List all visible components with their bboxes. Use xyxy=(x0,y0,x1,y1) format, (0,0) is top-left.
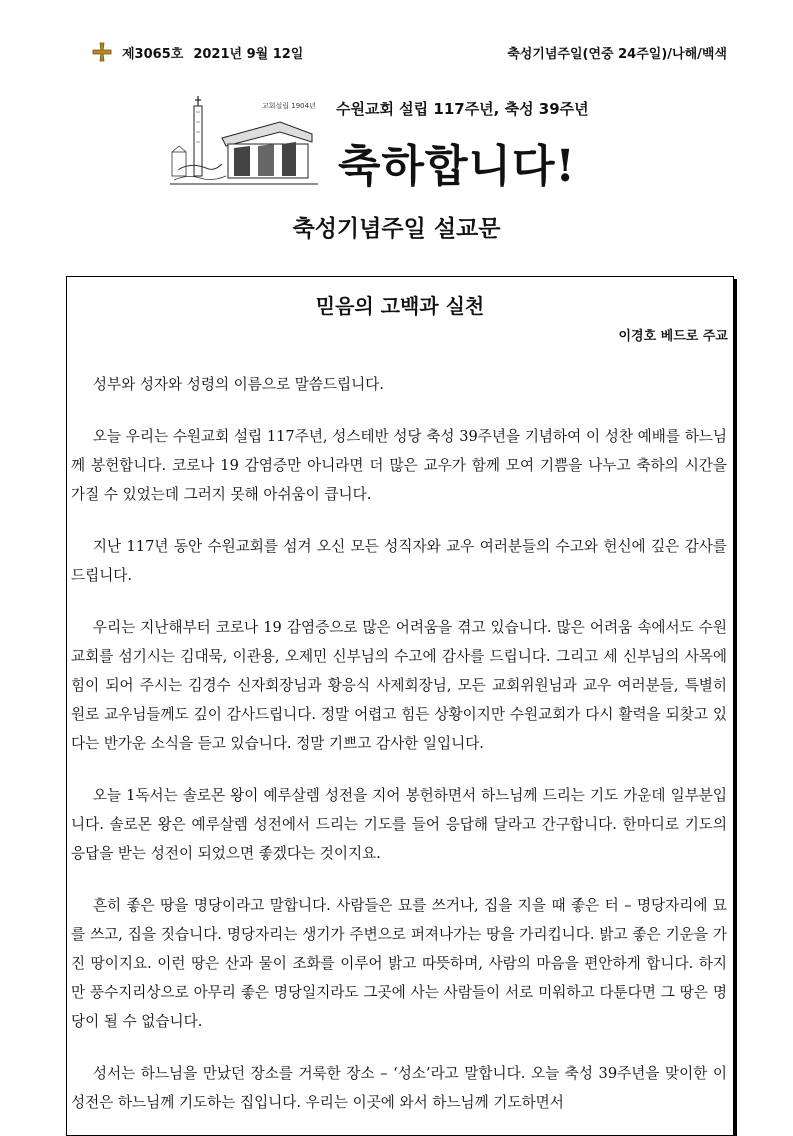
paragraph: 우리는 지난해부터 코로나 19 감염증으로 많은 어려움을 겪고 있습니다. 많은 어려움 속에서도 수원교회를 섬기시는 김대묵, 이관용, 오제민 신부님의 수고에 감사를 드립니다. 그리고 세 신부님의 사목에 힘이 되어 주시는 김경수 신자회장님과 황응식 사제회장님, 모든 교회위원님과 교우 여러분들, 특별히 원로 교우님들께도 깊이 감사드립니다. 정말 어렵고 힘든 상황이지만 수원교회가 다시 활력을 되찾고 있다는 반가운 소식을 듣고 있습니다. 정말 기쁘고 감사한 일입니다. xyxy=(71,619,727,752)
sermon-box xyxy=(66,276,734,1136)
sermon-title: 믿음의 고백과 실천 xyxy=(315,294,485,318)
liturgical-info: 축성기념주일(연중 24주일)/나해/백색 xyxy=(507,46,727,62)
issue-date: 2021년 9월 12일 xyxy=(193,46,304,62)
paragraph: 성부와 성자와 성령의 이름으로 말씀드립니다. xyxy=(92,376,384,393)
paragraph: 오늘 1독서는 솔로몬 왕이 예루살렘 성전을 지어 봉헌하면서 하느님께 드리는 기도 가운데 일부분입니다. 솔로몬 왕은 예루살렘 성전에서 드리는 기도를 들어 응답해 달라고 간구합니다. 한마디로 기도의 응답을 받는 성전이 되었으면 좋겠다는 것이지요. xyxy=(71,787,727,862)
cross-icon xyxy=(92,42,112,62)
image-caption: 교회설립 1904년 xyxy=(262,102,316,110)
paragraph: 오늘 우리는 수원교회 설립 117주년, 성스테반 성당 축성 39주년을 기념하여 이 성찬 예배를 하느님께 봉헌합니다. 코로나 19 감염증만 아니라면 더 많은 교우가 함께 모여 기쁨을 나누고 축하의 시간을 가질 수 있었는데 그러지 못해 아쉬움이 큽니다. xyxy=(71,428,727,503)
document-title: 축성기념주일 설교문 xyxy=(292,216,501,242)
page-header xyxy=(92,40,727,64)
paragraph: 흔히 좋은 땅을 명당이라고 말합니다. 사람들은 묘를 쓰거나, 집을 지을 때 좋은 터 – 명당자리에 묘를 쓰고, 집을 짓습니다. 명당자리는 생기가 주변으로 퍼져나가는 땅을 가리킵니다. 밝고 좋은 기운을 가진 땅이지요. 이런 땅은 산과 물이 조화를 이루어 밝고 따뜻하며, 사람의 마음을 편안하게 합니다. 하지만 풍수지리상으로 아무리 좋은 명당일지라도 그곳에 사는 사람들이 서로 미워하고 다툰다면 그 땅은 명당이 될 수 없습니다. xyxy=(71,897,727,1030)
sermon-body xyxy=(67,370,733,1117)
issue-info xyxy=(92,42,303,62)
celebration-banner xyxy=(170,92,640,192)
paragraph: 지난 117년 동안 수원교회를 섬겨 오신 모든 성직자와 교우 여러분들의 수고와 헌신에 깊은 감사를 드립니다. xyxy=(71,538,727,584)
church-building-image xyxy=(170,92,318,188)
issue-number: 제3065호 xyxy=(122,46,184,62)
anniversary-subtitle: 수원교회 설립 117주년, 축성 39주년 xyxy=(336,100,589,118)
paragraph: 성서는 하느님을 만났던 장소를 거룩한 장소 – ‘성소’라고 말합니다. 오늘 축성 39주년을 맞이한 이 성전은 하느님께 기도하는 집입니다. 우리는 이곳에 와서 하느님께 기도하면서 xyxy=(71,1065,727,1111)
sermon-author: 이경호 베드로 주교 xyxy=(618,329,728,344)
congratulations-headline: 축하합니다! xyxy=(338,141,576,192)
